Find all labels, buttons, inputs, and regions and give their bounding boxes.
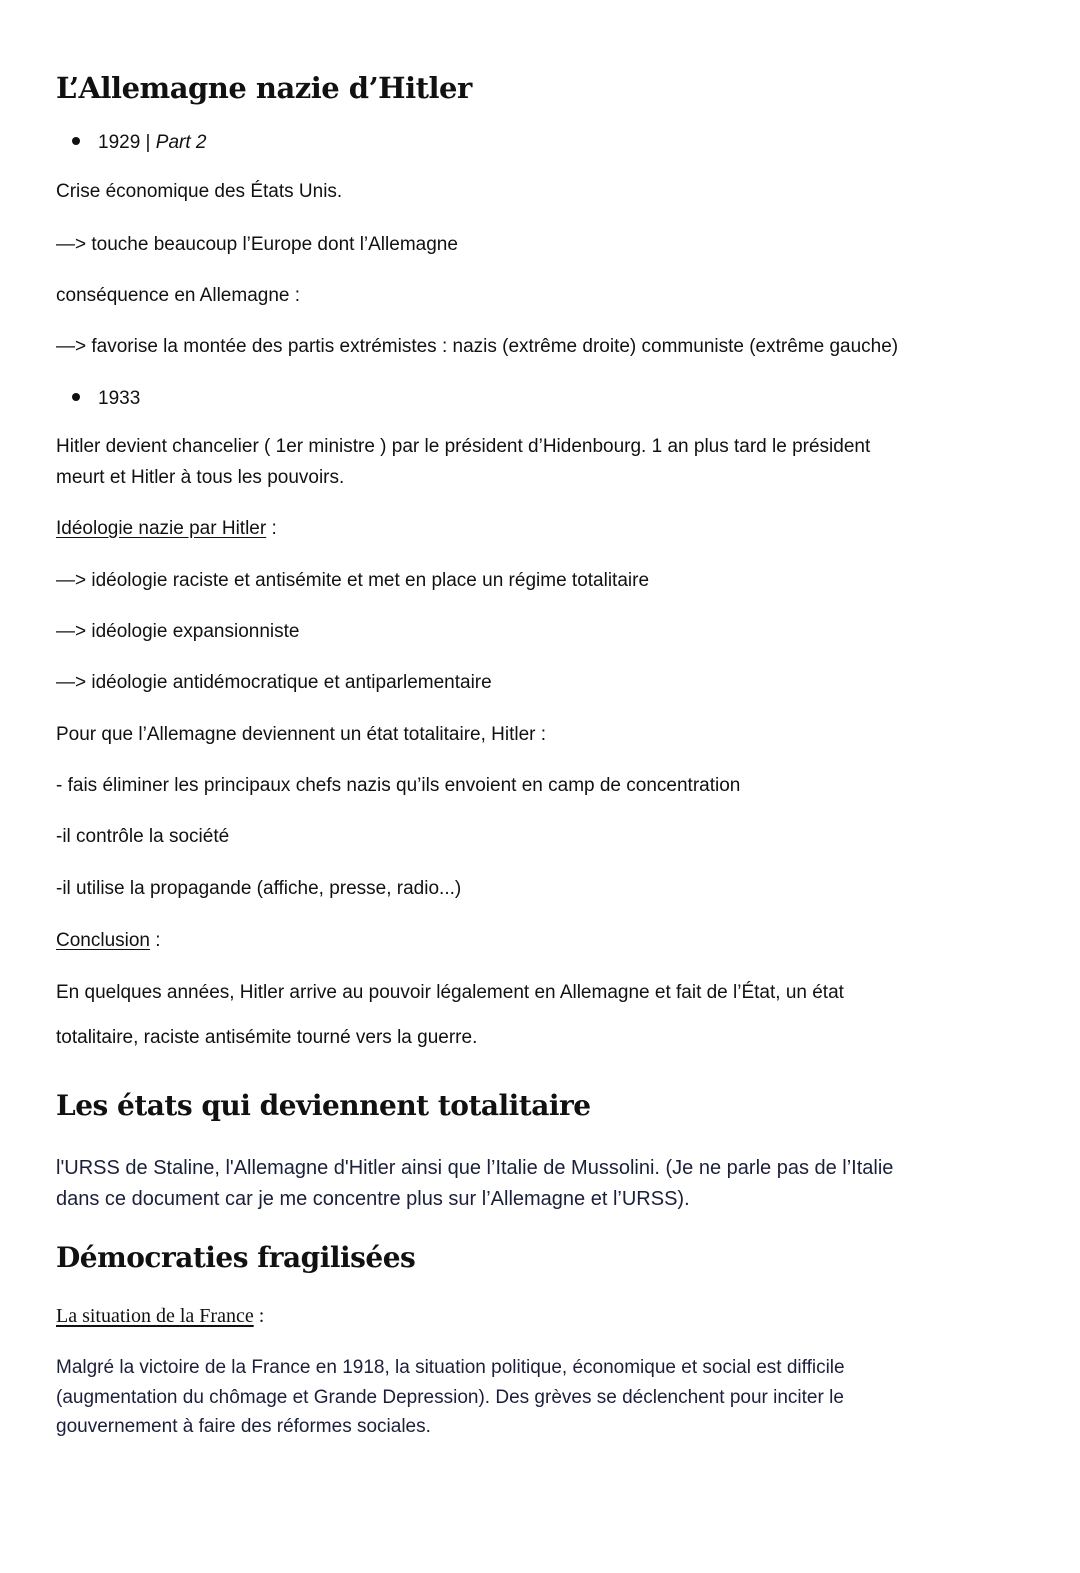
text-line: —> favorise la montée des partis extrémistes : nazis (extrême droite) communiste (extrême gauche) xyxy=(56,336,899,357)
text-line: meurt et Hitler à tous les pouvoirs. xyxy=(56,467,345,488)
heading-democraties: Démocraties fragilisées xyxy=(56,1241,416,1274)
text-line: Hitler devient chancelier ( 1er ministre ) par le président d’Hidenbourg. 1 an plus tard le président xyxy=(56,436,871,457)
text-line: -il contrôle la société xyxy=(56,826,230,847)
bullet-part: Part 2 xyxy=(155,132,207,153)
text-line: En quelques années, Hitler arrive au pouvoir légalement en Allemagne et fait de l’État, un état xyxy=(56,982,844,1003)
bullet-1929 xyxy=(72,131,206,155)
ideologie-label xyxy=(56,517,277,541)
text-line: —> touche beaucoup l’Europe dont l’Allemagne xyxy=(56,234,458,255)
text-line: gouvernement à faire des réformes sociales. xyxy=(56,1416,431,1437)
bullet-icon xyxy=(72,137,80,145)
text-line: Pour que l’Allemagne deviennent un état totalitaire, Hitler : xyxy=(56,724,547,745)
text-line: Malgré la victoire de la France en 1918, la situation politique, économique et social est difficile xyxy=(56,1357,845,1378)
text-line: dans ce document car je me concentre plus sur l’Allemagne et l’URSS). xyxy=(56,1188,690,1210)
text-line: —> idéologie expansionniste xyxy=(56,621,300,642)
text-line: conséquence en Allemagne : xyxy=(56,285,301,306)
situation-france-label xyxy=(56,1304,264,1328)
underlined-label: Idéologie nazie par Hitler xyxy=(56,518,267,539)
heading-etats-totalitaires: Les états qui deviennent totalitaire xyxy=(56,1089,591,1122)
label-suffix: : xyxy=(253,1305,265,1327)
text-line: Crise économique des États Unis. xyxy=(56,181,343,202)
heading-allemagne-nazie: L’Allemagne nazie d’Hitler xyxy=(56,71,472,105)
underlined-label: Conclusion xyxy=(56,930,150,951)
text-line: —> idéologie antidémocratique et antiparlementaire xyxy=(56,672,492,693)
text-line: l'URSS de Staline, l'Allemagne d'Hitler ainsi que l’Italie de Mussolini. (Je ne parle pas de l’Italie xyxy=(56,1157,894,1179)
text-line: (augmentation du chômage et Grande Depression). Des grèves se déclenchent pour inciter le xyxy=(56,1387,844,1408)
underlined-label: La situation de la France xyxy=(56,1305,254,1327)
bullet-1933 xyxy=(72,387,140,411)
label-suffix: : xyxy=(266,518,277,539)
text-line: -il utilise la propagande (affiche, presse, radio...) xyxy=(56,878,462,899)
label-suffix: : xyxy=(150,930,161,951)
conclusion-label xyxy=(56,929,161,953)
text-line: - fais éliminer les principaux chefs nazis qu’ils envoient en camp de concentration xyxy=(56,775,741,796)
bullet-year: 1929 | xyxy=(98,132,156,153)
bullet-icon xyxy=(72,393,80,401)
text-line: totalitaire, raciste antisémite tourné vers la guerre. xyxy=(56,1027,478,1048)
text-line: —> idéologie raciste et antisémite et met en place un régime totalitaire xyxy=(56,570,650,591)
bullet-year: 1933 xyxy=(98,388,141,409)
